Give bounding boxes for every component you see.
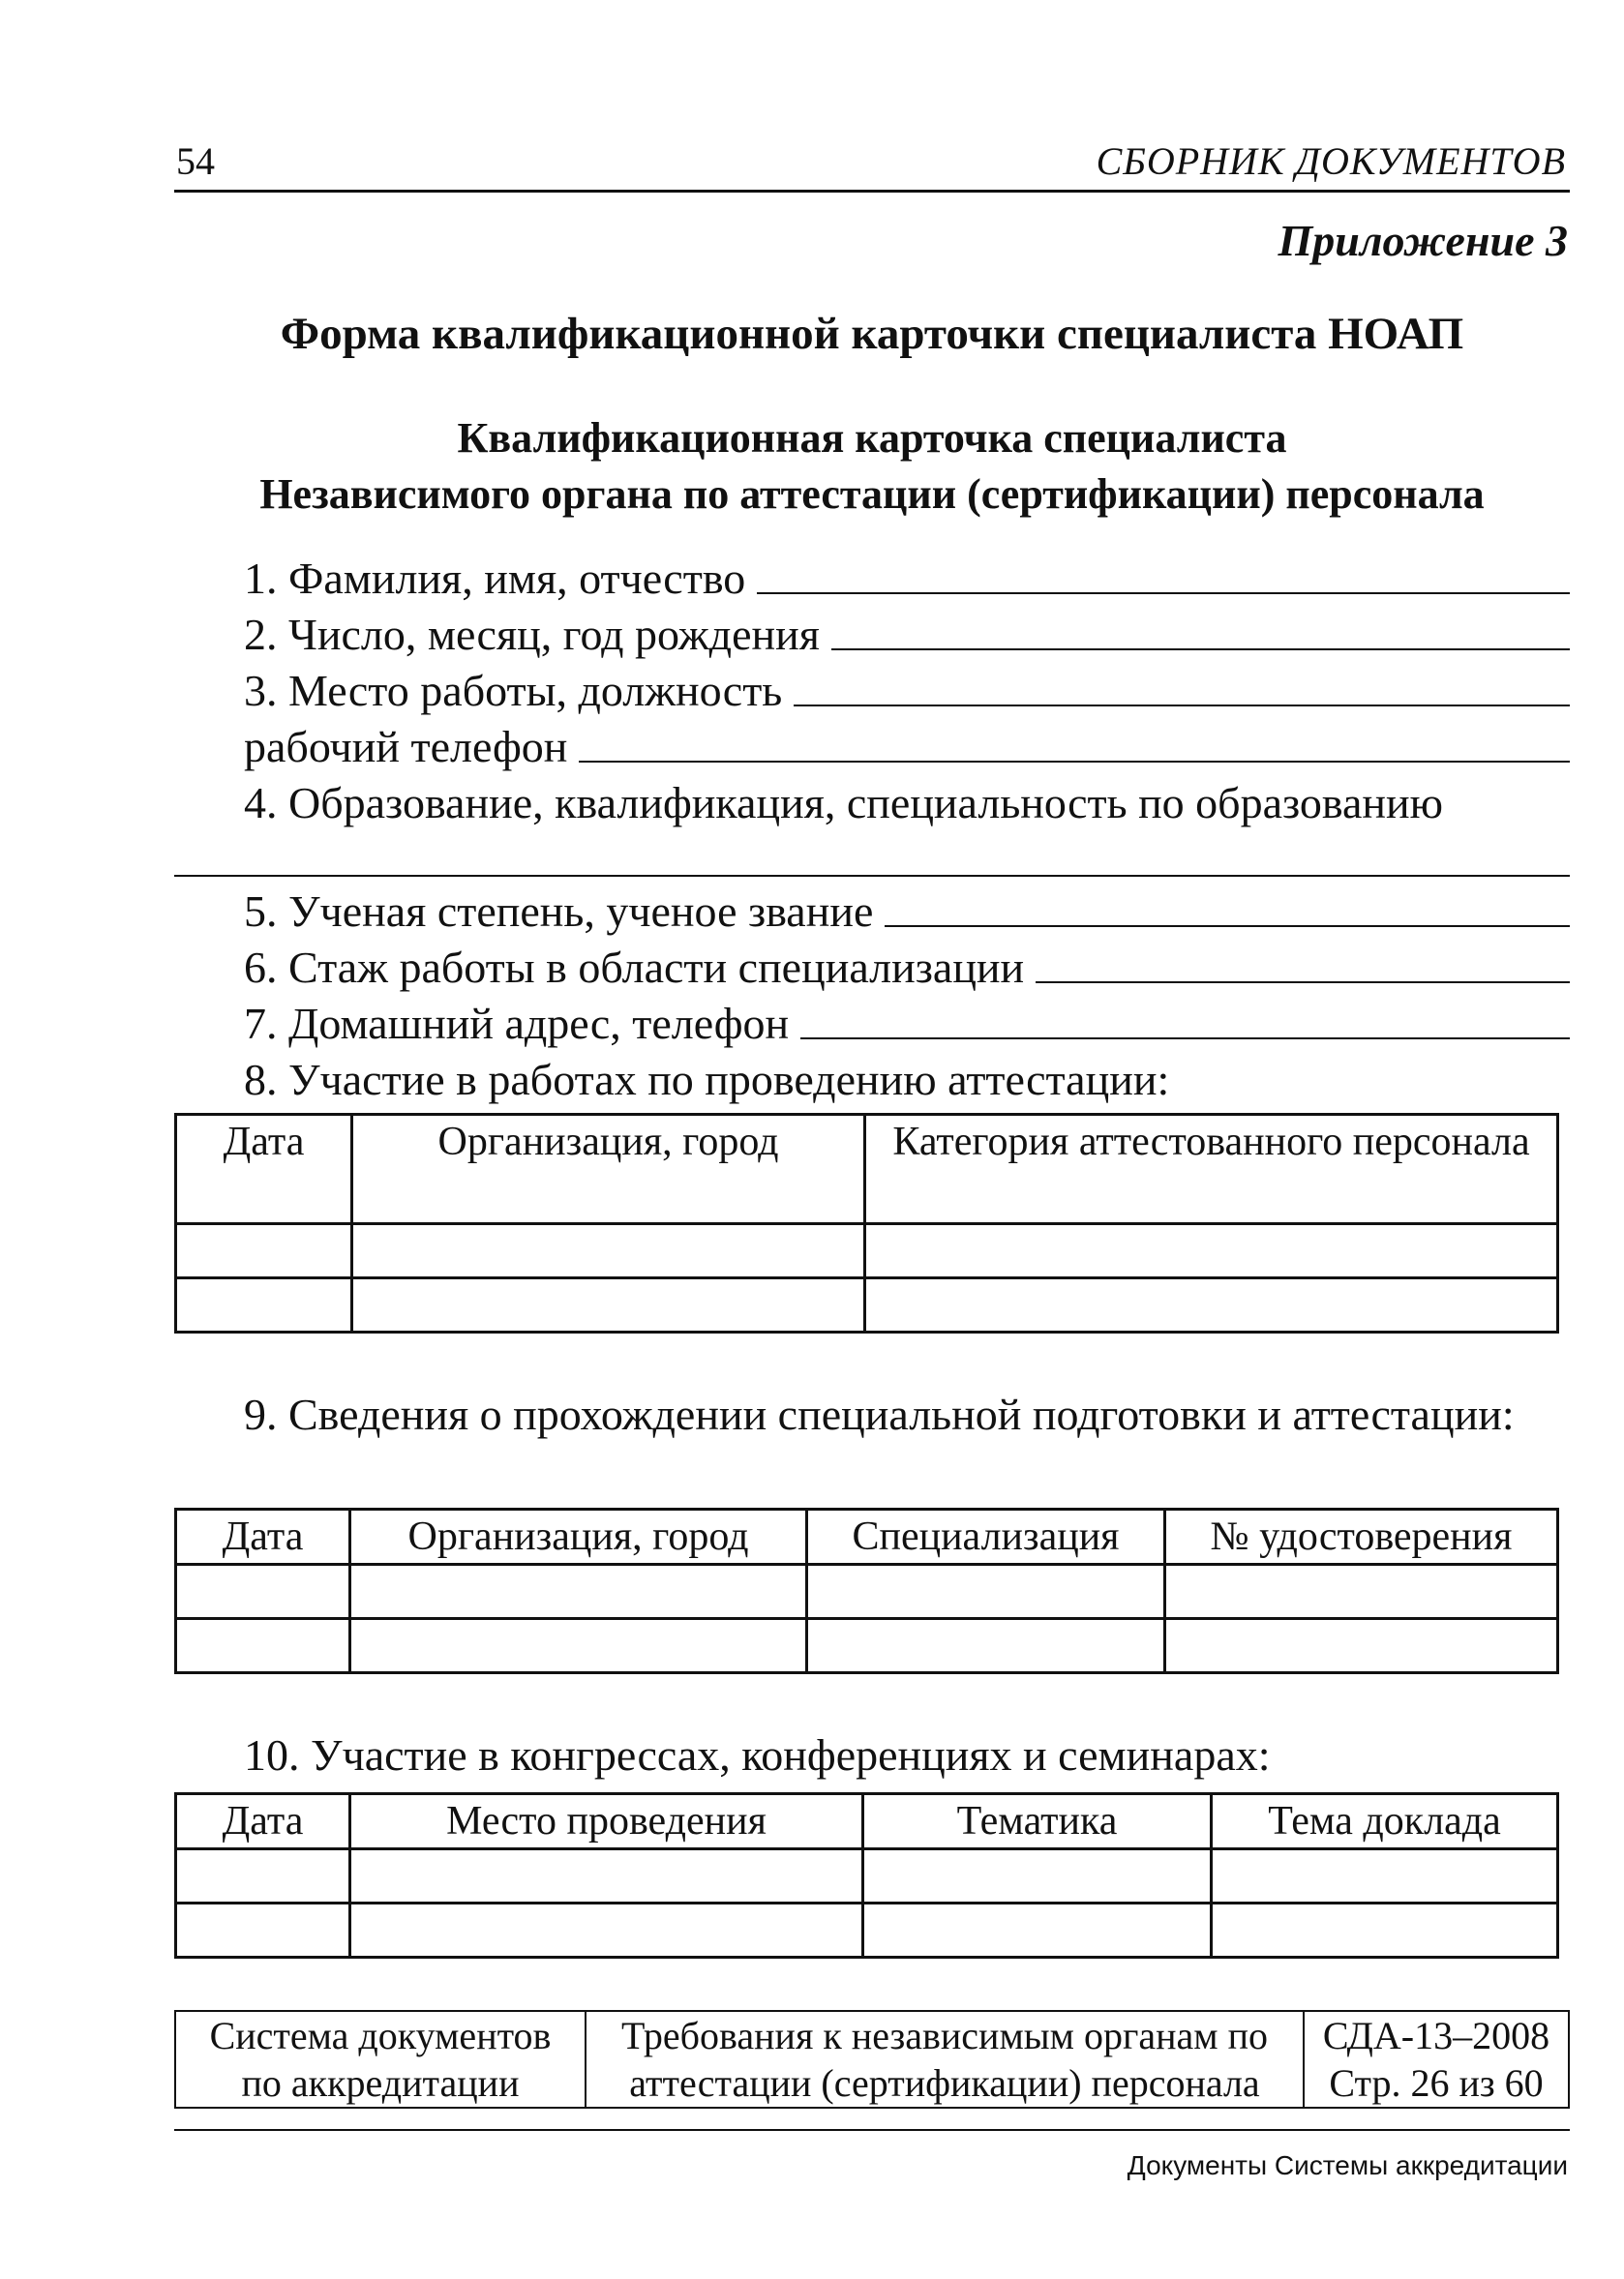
section-9-heading: 9. Сведения о прохождении специальной подготовки и аттестации:	[244, 1390, 1515, 1439]
empty-cell[interactable]	[807, 1565, 1165, 1619]
column-header: Специализация	[807, 1510, 1165, 1565]
empty-cell[interactable]	[863, 1904, 1212, 1958]
table-row	[176, 1849, 1558, 1904]
document-footer-table	[174, 2010, 1570, 2109]
column-header: Дата	[176, 1115, 352, 1224]
doc-code: СДА-13–2008	[1322, 2014, 1550, 2057]
table-row	[176, 1278, 1558, 1333]
card-title-line: Независимого органа по аттестации (сертификации) персонала	[259, 470, 1485, 518]
column-header: Категория аттестованного персонала	[865, 1115, 1558, 1224]
appendix-label: Приложение 3	[1278, 216, 1568, 265]
table-header-row	[176, 1510, 1558, 1565]
empty-cell[interactable]	[176, 1619, 350, 1673]
empty-cell[interactable]	[352, 1224, 865, 1278]
blank-line	[1036, 981, 1570, 983]
doc-system-cell: Система документов по аккредитации	[175, 2011, 586, 2108]
blank-line	[757, 592, 1570, 594]
empty-cell[interactable]	[1165, 1619, 1558, 1673]
empty-cell[interactable]	[176, 1904, 350, 1958]
empty-cell[interactable]	[350, 1904, 863, 1958]
empty-cell[interactable]	[1165, 1565, 1558, 1619]
column-header: Организация, город	[350, 1510, 807, 1565]
empty-cell[interactable]	[865, 1278, 1558, 1333]
column-header: Тема доклада	[1212, 1794, 1558, 1849]
card-title	[174, 410, 1570, 523]
field-home-address: 7. Домашний адрес, телефон	[244, 993, 1570, 1049]
empty-cell[interactable]	[1212, 1849, 1558, 1904]
running-header	[174, 135, 1570, 193]
blank-line	[579, 761, 1570, 763]
empty-cell[interactable]	[176, 1278, 352, 1333]
empty-cell[interactable]	[1212, 1904, 1558, 1958]
blank-line	[794, 705, 1570, 706]
table-row	[176, 1619, 1558, 1673]
footer-row	[175, 2011, 1569, 2108]
blank-line	[174, 875, 1570, 877]
blank-line	[885, 925, 1570, 927]
empty-cell[interactable]	[863, 1849, 1212, 1904]
blank-line	[831, 648, 1570, 650]
column-header: Место проведения	[350, 1794, 863, 1849]
doc-requirements-cell: Требования к независимым органам по аттестации (сертификации) персонала	[586, 2011, 1304, 2108]
column-header: Тематика	[863, 1794, 1212, 1849]
table-row	[176, 1565, 1558, 1619]
section-8-heading: 8. Участие в работах по проведению аттестации:	[244, 1055, 1170, 1104]
footer-note: Документы Системы аккредитации	[1127, 2150, 1568, 2180]
empty-cell[interactable]	[350, 1565, 807, 1619]
table-conferences	[174, 1792, 1559, 1959]
empty-cell[interactable]	[352, 1278, 865, 1333]
table-row	[176, 1904, 1558, 1958]
empty-cell[interactable]	[350, 1849, 863, 1904]
column-header: Дата	[176, 1510, 350, 1565]
field-experience: 6. Стаж работы в области специализации	[244, 937, 1570, 993]
column-header: Организация, город	[352, 1115, 865, 1224]
card-title-line: Квалификационная карточка специалиста	[457, 414, 1287, 462]
field-education: 4. Образование, квалификация, специальность по образованию	[244, 778, 1444, 827]
empty-cell[interactable]	[176, 1565, 350, 1619]
empty-cell[interactable]	[176, 1224, 352, 1278]
column-header: Дата	[176, 1794, 350, 1849]
page-number: 54	[176, 139, 215, 183]
table-training	[174, 1508, 1559, 1674]
column-header: № удостоверения	[1165, 1510, 1558, 1565]
field-workplace: 3. Место работы, должность	[244, 660, 1570, 716]
empty-cell[interactable]	[807, 1619, 1165, 1673]
empty-cell[interactable]	[176, 1849, 350, 1904]
section-10-heading: 10. Участие в конгрессах, конференциях и семинарах:	[244, 1730, 1271, 1780]
table-row	[176, 1224, 1558, 1278]
doc-page: Стр. 26 из 60	[1329, 2061, 1544, 2105]
field-full-name: 1. Фамилия, имя, отчество	[244, 548, 1570, 604]
table-header-row	[176, 1115, 1558, 1224]
form-title: Форма квалификационной карточки специалиста НОАП	[280, 309, 1464, 359]
empty-cell[interactable]	[350, 1619, 807, 1673]
collection-title: СБОРНИК ДОКУМЕНТОВ	[1096, 139, 1566, 183]
footer-divider	[174, 2129, 1570, 2131]
blank-line	[800, 1037, 1570, 1039]
table-attestation-participation	[174, 1113, 1559, 1334]
field-work-phone: рабочий телефон	[244, 716, 1570, 772]
empty-cell[interactable]	[865, 1224, 1558, 1278]
field-birth-date: 2. Число, месяц, год рождения	[244, 604, 1570, 660]
table-header-row	[176, 1794, 1558, 1849]
field-degree: 5. Ученая степень, ученое звание	[244, 881, 1570, 937]
doc-code-cell	[1304, 2011, 1569, 2108]
